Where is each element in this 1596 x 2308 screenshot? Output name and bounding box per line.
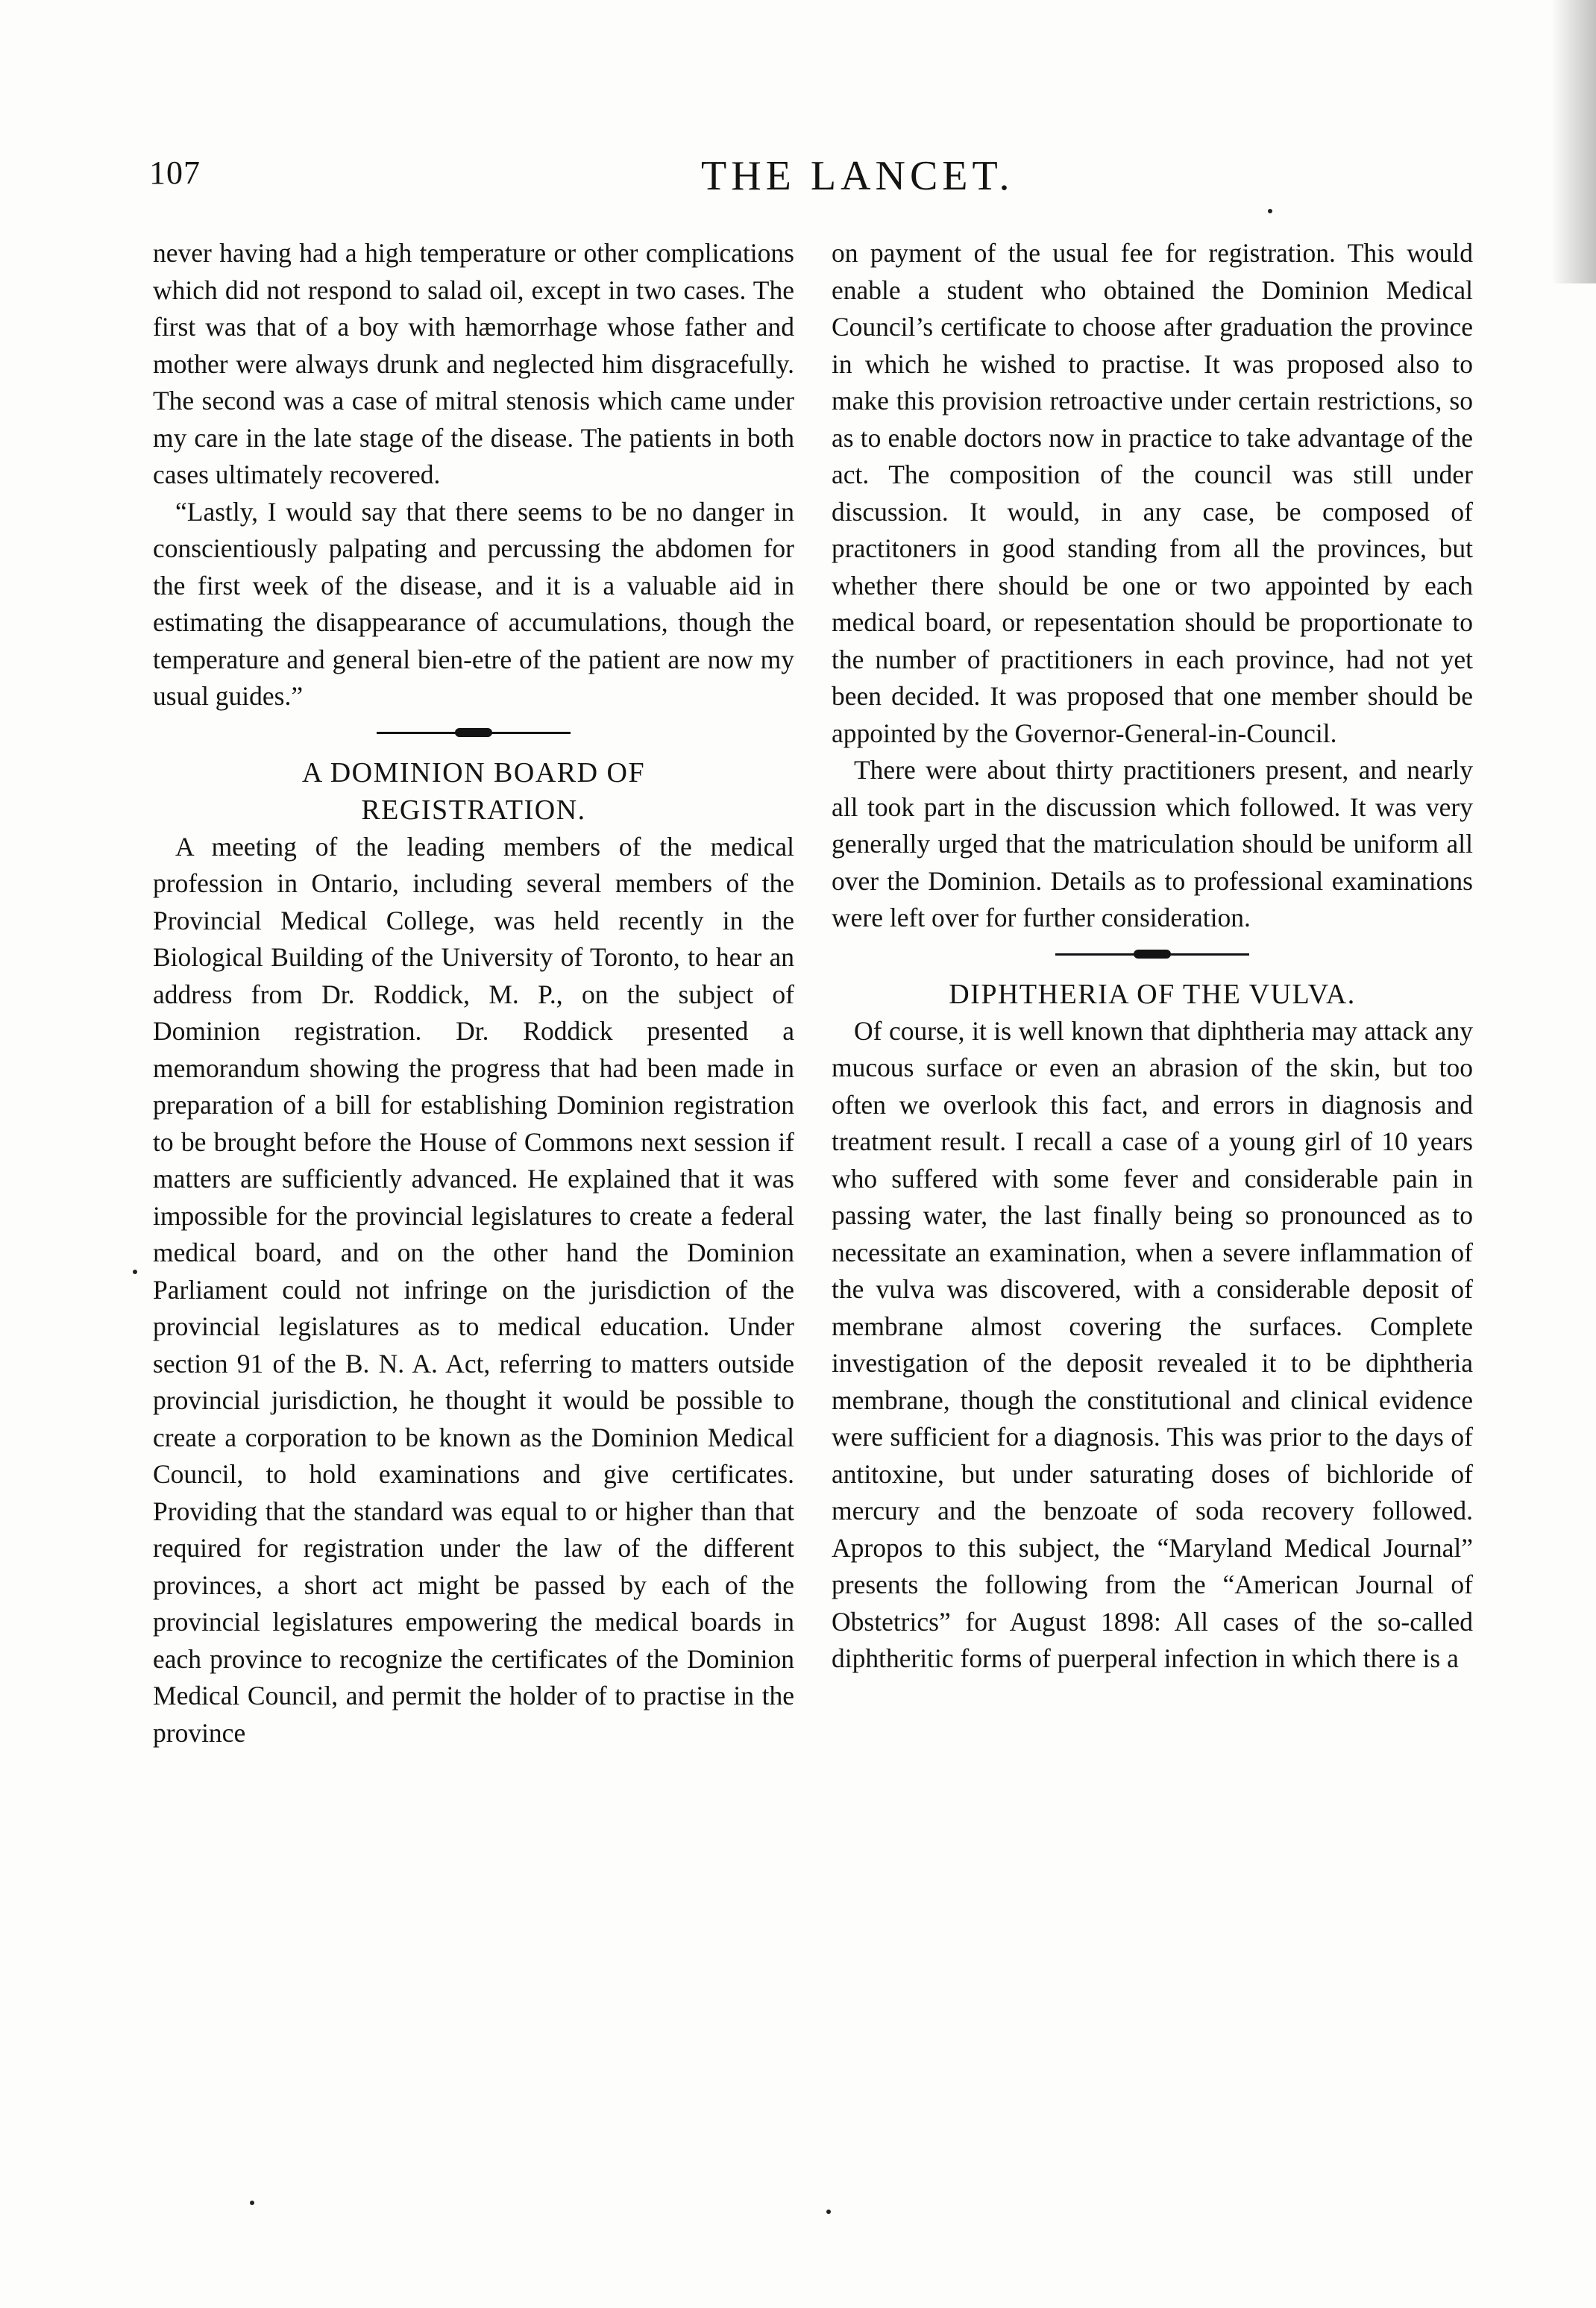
section-title-diphtheria: DIPHTHERIA OF THE VULVA. xyxy=(949,978,1356,1010)
print-speck xyxy=(250,2201,254,2205)
left-column xyxy=(153,235,794,1752)
section-divider xyxy=(1055,947,1249,961)
section-title-dominion-board xyxy=(153,754,794,829)
print-speck xyxy=(1268,209,1272,213)
section-title-line-2: REGISTRATION. xyxy=(361,794,586,826)
page-header xyxy=(149,149,1462,209)
section-divider xyxy=(377,726,571,739)
right-column xyxy=(832,235,1473,1678)
section-title-line-1: A DOMINION BOARD OF xyxy=(301,756,646,788)
page-number: 107 xyxy=(149,154,201,191)
print-speck xyxy=(133,1270,137,1274)
right-paragraph-2: There were about thirty practitioners present, and nearly all took part in the discussion which followed. It was very generally urged that the matriculation should be uniform all over the Dominion. Details as to professional examinations were left over for further consideration. xyxy=(832,755,1473,932)
left-paragraph-1: never having had a high temperature or other complications which did not respond to salad oil, except in two cases. The first was that of a boy with hæmorrhage whose father and mother were always drunk and neglected him disgracefully. The second was a case of mitral stenosis which came under my care in the late stage of the disease. The patients in both cases ultimately recovered. xyxy=(153,238,794,489)
right-paragraph-3: Of course, it is well known that diphtheria may attack any mucous surface or even an abrasion of the skin, but too often we overlook this fact, and errors in diagnosis and treatment result. I recall a case of a young girl of 10 years who suffered with some fever and considerable pain in passing water, the last finally being so pronounced as to necessitate an examination, when a severe inflammation of the vulva was discovered, with a considerable deposit of membrane almost covering the surfaces. Complete investigation of the deposit revealed it to be diphtheria membrane, though the constitutional and clinical evidence were sufficient for a diagnosis. This was prior to the days of antitoxine, but under saturating doses of bichloride of mercury and the benzoate of soda recovery followed. Apropos to this subject, the “Maryland Medical Journal” presents the following from the “American Journal of Obstetrics” for August 1898: All cases of the so-called diphtheritic forms of puerperal infection in which there is a xyxy=(832,1015,1473,1673)
right-paragraph-1: on payment of the usual fee for registration. This would enable a student who obtained the Dominion Medical Council’s certificate to choose after graduation the province in which he wished to practise. It was proposed also to make this provision retroactive under certain restrictions, so as to enable doctors now in practice to take advantage of the act. The composition of the council was still under discussion. It would, in any case, be composed of practitoners in good standing from all the provinces, but whether there should be one or two appointed by each medical board, or repesentation should be proportionate to the number of practitioners in each province, had not yet been decided. It was proposed that one member should be appointed by the Governor-General-in-Council. xyxy=(832,238,1473,748)
page-edge-shadow xyxy=(1551,0,1596,283)
left-paragraph-2: “Lastly, I would say that there seems to be no danger in conscientiously palpating and percussing the abdomen for the first week of the disease, and it is a valuable aid in estimating the disappearance of accumulations, though the temperature and general bien-etre of the patient are now my usual guides.” xyxy=(153,496,794,711)
print-speck xyxy=(826,2210,831,2214)
left-paragraph-3: A meeting of the leading members of the medical profession in Ontario, including several members of the Provincial Medical College, was held recently in the Biological Building of the University of Toronto, to hear an address from Dr. Roddick, M. P., on the subject of Dominion registration. Dr. Roddick presented a memorandum showing the progress that had been made in preparation of a bill for establishing Dominion registration to be brought before the House of Commons next session if matters are sufficiently advanced. He explained that it was impossible for the provincial legislatures to create a federal medical board, and on the other hand the Dominion Parliament could not infringe on the jurisdiction of the provincial legislatures as to medical education. Under section 91 of the B. N. A. Act, referring to matters outside provincial jurisdiction, he thought it would be possible to create a corporation to be known as the Dominion Medical Council, to hold examinations and give certificates. Providing that the standard was equal to or higher than that required for registration under the law of the different provinces, a short act might be passed by each of the provincial legislatures empowering the medical boards in each province to recognize the certificates of the Dominion Medical Council, and permit the holder of to practise in the province xyxy=(153,831,794,1748)
journal-title: THE LANCET. xyxy=(701,153,1014,199)
